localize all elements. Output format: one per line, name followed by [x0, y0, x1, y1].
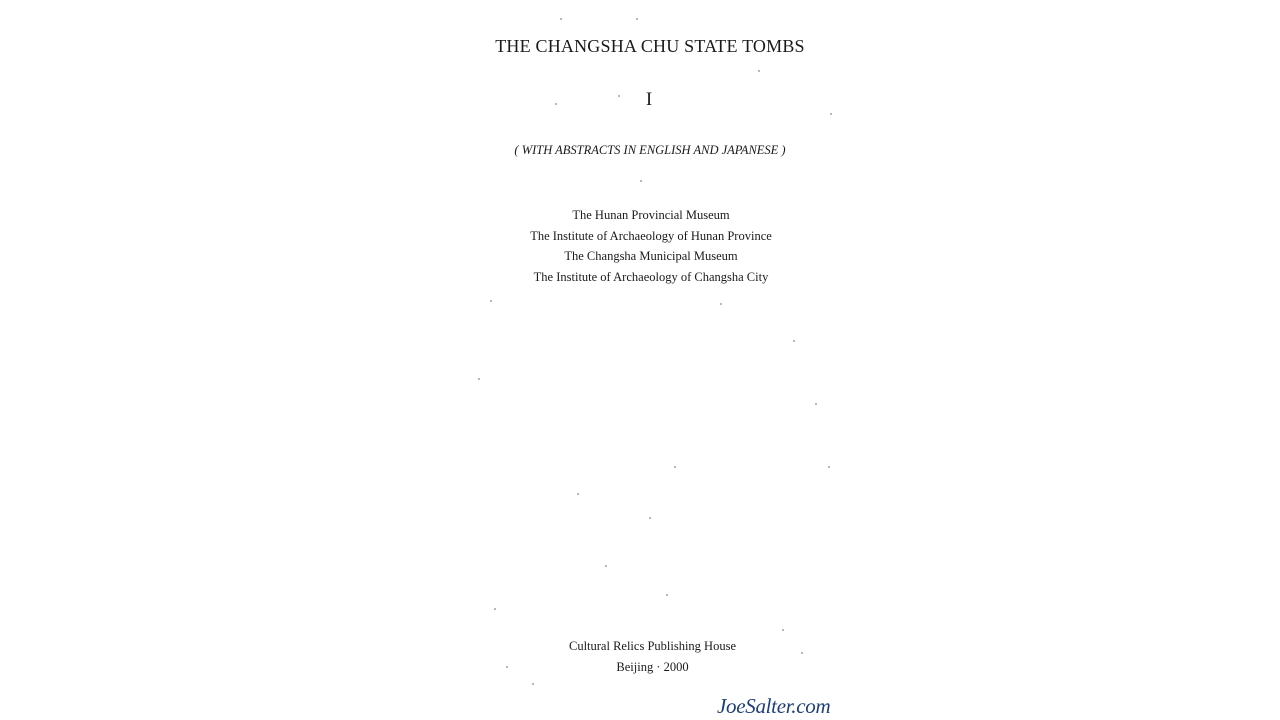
institutions-list [440, 205, 862, 287]
institution-item: The Institute of Archaeology of Changsha City [533, 269, 769, 284]
abstracts-note: ( WITH ABSTRACTS IN ENGLISH AND JAPANESE ) [514, 143, 786, 157]
institution-item: The Changsha Municipal Museum [564, 249, 738, 263]
institution-item: The Institute of Archaeology of Hunan Province [530, 228, 772, 243]
volume-number: I [645, 89, 653, 110]
publisher-block [440, 636, 865, 678]
title-page [440, 0, 860, 720]
publisher-name: Cultural Relics Publishing House [568, 639, 736, 653]
place-year: Beijing · 2000 [616, 660, 689, 674]
watermark-text: JoeSalter.com [717, 694, 831, 718]
book-title: THE CHANGSHA CHU STATE TOMBS [495, 36, 805, 56]
institution-item: The Hunan Provincial Museum [572, 208, 730, 222]
